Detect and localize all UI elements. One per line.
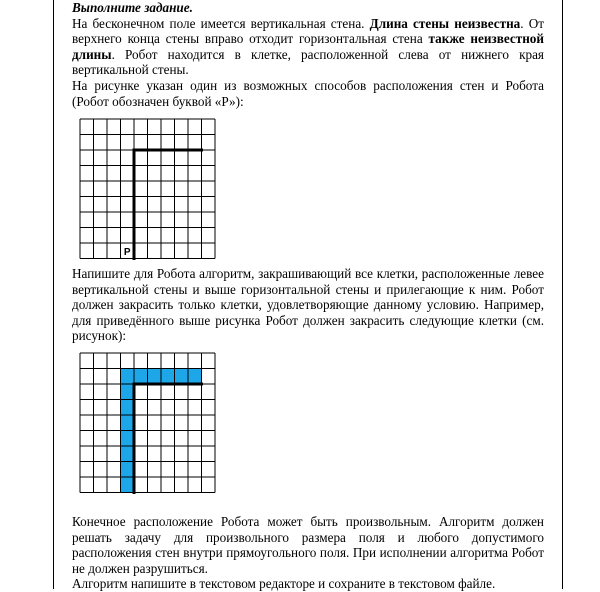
task-paragraph-algorithm: Напишите для Робота алгоритм, закрашивающий все клетки, расположенные левее вертикальной стены и выше горизонтальной стены и прилегающие к ним. Робот должен закрасить только клетки, удовлетворяющие данному условию. Например, для приведённого выше рисунка Робот должен закрасить следующие клетки (см. рисунок): [72, 266, 544, 344]
task-paragraph-save: Алгоритм напишите в текстовом редакторе и сохраните в текстовом файле. [72, 576, 496, 592]
task-heading: Выполните задание. [72, 0, 193, 15]
painted-cell [148, 369, 162, 385]
painted-cell [121, 462, 135, 478]
painted-cell [134, 369, 148, 385]
right-margin-line [562, 0, 563, 589]
field-figure-initial [78, 117, 218, 264]
painted-cell [121, 415, 135, 431]
task-instructions [72, 266, 544, 344]
robot-marker: Р [123, 246, 131, 258]
task-conditions [72, 514, 544, 592]
task-paragraph-figure-ref: На рисунке указан один из возможных способов расположения стен и Робота (Робот обозначен буквой «Р»): [72, 77, 544, 109]
task-paragraph-conditions: Конечное расположение Робота может быть произвольным. Алгоритм должен решать задачу для произвольного размера поля и любого допустимого расположения стен внутри прямоугольного поля. При исполнении алгоритма Робот не должен разрушиться. [72, 514, 544, 576]
emphasis-unknown-length: также неизвестной длины [72, 31, 544, 62]
task-paragraph-walls [72, 16, 544, 78]
painted-cell [161, 369, 175, 385]
painted-cell [121, 446, 135, 462]
painted-cell [121, 369, 135, 385]
paragraph-text: . От верхнего конца стены вправо отходит горизонтальная стена [72, 15, 544, 47]
painted-cell [121, 400, 135, 416]
field-figure-painted [78, 351, 218, 498]
task-intro [72, 0, 544, 109]
painted-cell [188, 369, 202, 385]
paragraph-text: На бесконечном поле имеется вертикальная стена. [72, 15, 370, 31]
painted-cell [121, 477, 135, 493]
left-margin-line [53, 0, 54, 589]
painted-cell [121, 384, 135, 400]
paragraph-text: . Робот находится в клетке, расположенной слева от нижнего края вертикальной стены. [72, 46, 544, 78]
emphasis-wall-length: Длина стены неизвестна [369, 15, 521, 31]
painted-cell [121, 431, 135, 447]
painted-cell [175, 369, 189, 385]
